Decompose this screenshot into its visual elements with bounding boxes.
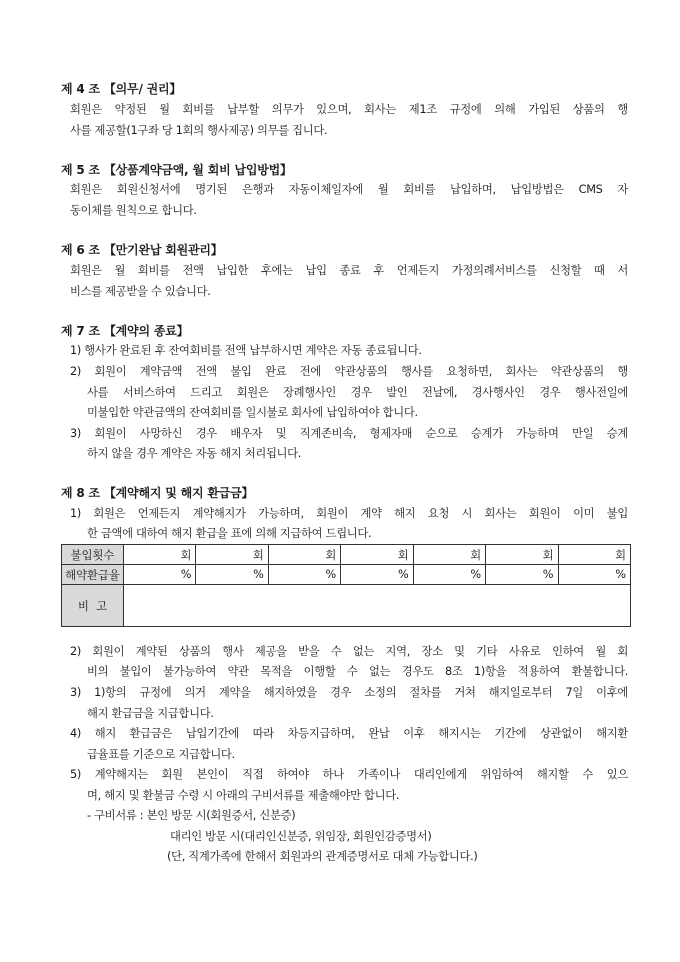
refund-rate-cell: % <box>486 565 558 585</box>
article-7-title: 제 7 조 【계약의 종료】 <box>61 324 189 338</box>
note-cell <box>124 585 631 627</box>
article-6-line: 비스를 제공받을 수 있습니다. <box>70 285 211 298</box>
article-8-title: 제 8 조 【계약해지 및 해지 환급금】 <box>61 486 254 500</box>
article-7-item: 2) 회원이 계약금액 전액 불입 완료 전에 약관상품의 행사를 요청하면, 회사는 약관상품의 행 <box>70 365 628 378</box>
article-4-line: 사를 제공할(1구좌 당 1회의 행사제공) 의무를 집니다. <box>70 124 328 137</box>
article-7-item: 3) 회원이 사망하신 경우 배우자 및 직계존비속, 형제자매 순으로 승계가 가능하며 만일 승계 <box>70 427 628 440</box>
refund-rate-row <box>62 565 631 585</box>
refund-rate-cell: % <box>268 565 340 585</box>
article-6-title: 제 6 조 【만기완납 회원관리】 <box>61 243 223 257</box>
payment-count-cell: 회 <box>413 545 485 565</box>
refund-rate-table <box>61 544 631 627</box>
payment-count-cell: 회 <box>124 545 196 565</box>
family-exception-note: (단, 직계가족에 한해서 회원과의 관계증명서로 대체 가능합니다.) <box>167 850 478 863</box>
article-7-item: 하지 않을 경우 계약은 자동 해지 처리됩니다. <box>87 447 302 460</box>
payment-count-cell: 회 <box>341 545 413 565</box>
refund-rate-cell: % <box>413 565 485 585</box>
article-8-item: 5) 계약해지는 회원 본인이 직접 하여야 하나 가족이나 대리인에게 위임하여 해지할 수 있으 <box>70 768 628 781</box>
note-row <box>62 585 631 627</box>
refund-rate-cell: % <box>196 565 268 585</box>
article-7-item: 사를 서비스하여 드리고 회원은 장례행사인 경우 발인 전날에, 경사행사인 경우 행사전일에 <box>87 386 628 399</box>
payment-count-cell: 회 <box>558 545 630 565</box>
article-8-item: 해지 환급금을 지급합니다. <box>87 707 214 720</box>
article-5-line: 회원은 회원신청서에 명기된 은행과 자동이체일자에 월 회비를 납입하며, 납입방법은 CMS 자 <box>70 183 628 196</box>
article-8-item: 2) 회원이 계약된 상품의 행사 제공을 받을 수 없는 지역, 장소 및 기타 사유로 인하여 월 회 <box>70 645 628 658</box>
refund-rate-cell: % <box>558 565 630 585</box>
required-documents: - 구비서류 : 본인 방문 시(회원증서, 신분증) <box>87 809 296 822</box>
article-4-title: 제 4 조 【의무/ 권리】 <box>61 82 182 96</box>
article-8-item: 3) 1)항의 규정에 의거 계약을 해지하였을 경우 소정의 절차를 거쳐 해지일로부터 7일 이후에 <box>70 686 628 699</box>
article-5-title: 제 5 조 【상품계약금액, 월 회비 납입방법】 <box>61 163 292 177</box>
article-8-item: 급율표를 기준으로 지급합니다. <box>87 748 235 761</box>
article-4-line: 회원은 약정된 월 회비를 납부할 의무가 있으며, 회사는 제1조 규정에 의해 가입된 상품의 행 <box>70 103 628 116</box>
article-7-item: 미불입한 약관금액의 잔여회비를 일시불로 회사에 납입하여야 합니다. <box>87 406 418 419</box>
article-8-item: 비의 불입이 불가능하여 약관 목적을 이행할 수 없는 경우도 8조 1)항을 적용하여 환불합니다. <box>87 665 628 678</box>
note-header: 비 고 <box>62 585 124 627</box>
article-8-item: 4) 해지 환급금은 납입기간에 따라 차등지급하며, 완납 이후 해지시는 기간에 상관없이 해지환 <box>70 727 628 740</box>
refund-rate-cell: % <box>341 565 413 585</box>
article-6-line: 회원은 월 회비를 전액 납입한 후에는 납입 종료 후 언제든지 가정의례서비스를 신청할 때 서 <box>70 264 628 277</box>
article-8-item: 한 금액에 대하여 해지 환급을 표에 의해 지급하여 드립니다. <box>87 527 372 540</box>
article-7-item: 1) 행사가 완료된 후 잔여회비를 전액 납부하시면 계약은 자동 종료됩니다. <box>70 344 422 357</box>
article-8-item: 며, 해지 및 환불금 수령 시 아래의 구비서류를 제출해야만 합니다. <box>87 789 400 802</box>
refund-rate-header: 해약환급율 <box>62 565 124 585</box>
proxy-documents: 대리인 방문 시(대리인신분증, 위임장, 회원인감증명서) <box>170 830 432 843</box>
article-5-line: 동이체를 원칙으로 합니다. <box>70 204 197 217</box>
payment-count-cell: 회 <box>268 545 340 565</box>
payment-count-row <box>62 545 631 565</box>
payment-count-cell: 회 <box>196 545 268 565</box>
refund-rate-cell: % <box>124 565 196 585</box>
article-8-item: 1) 회원은 언제든지 계약해지가 가능하며, 회원이 계약 해지 요청 시 회사는 회원이 이미 불입 <box>70 507 628 520</box>
payment-count-cell: 회 <box>486 545 558 565</box>
payment-count-header: 불입횟수 <box>62 545 124 565</box>
